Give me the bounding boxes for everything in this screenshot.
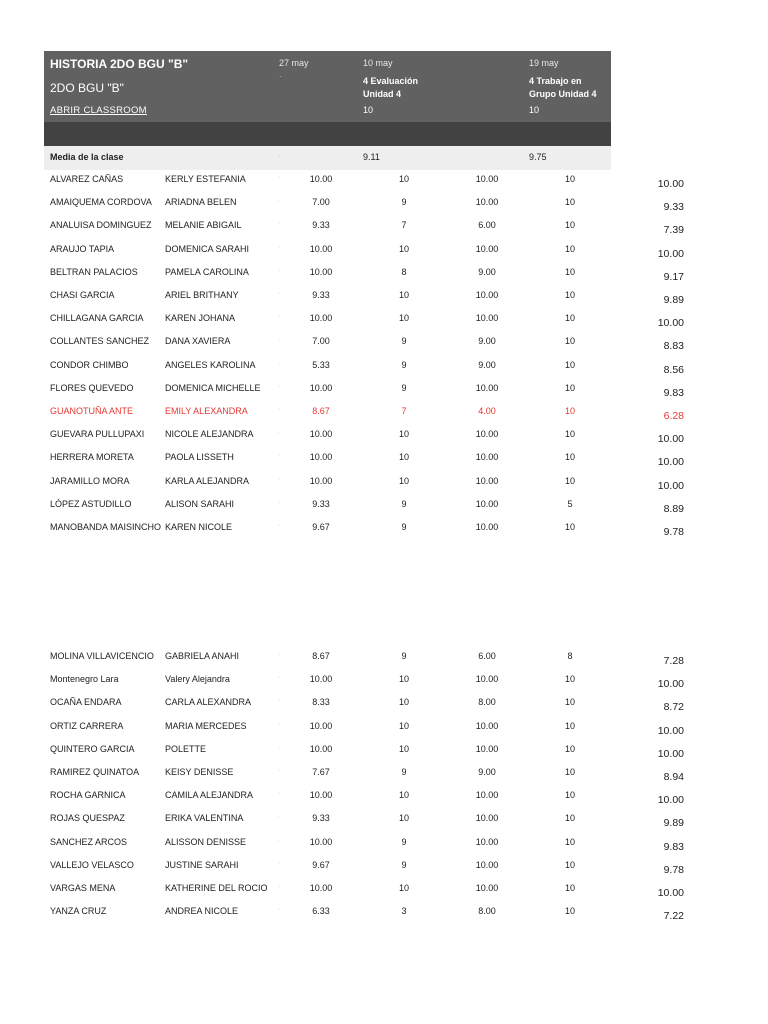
student-first-name: DOMENICA SARAHI [165,243,250,254]
student-total: 9.89 [663,294,684,306]
table-row[interactable] [0,174,768,194]
grade-trabajo[interactable]: 10 [564,697,575,708]
empty-cell-marker: · [278,359,281,367]
grade-percent: 9.00 [478,359,496,370]
grade-percent: 10.00 [475,174,499,184]
grade-percent: 10.00 [475,429,499,440]
grade-trabajo[interactable]: 10 [564,522,575,532]
table-row[interactable] [0,476,768,496]
student-first-name: GABRIELA ANAHI [165,651,240,661]
student-last-name: OCAÑA ENDARA [50,697,122,708]
empty-cell-marker: · [278,522,281,529]
student-total: 10.00 [657,178,684,190]
table-row[interactable] [0,336,768,356]
table-row[interactable] [0,313,768,333]
empty-cell-marker: · [278,429,281,437]
student-average: 8.33 [312,697,330,708]
grade-percent: 8.00 [478,697,496,708]
grade-evaluacion[interactable]: 10 [398,813,409,824]
grade-trabajo[interactable]: 10 [564,429,575,440]
student-last-name: HERRERA MORETA [50,452,134,463]
student-last-name: BELTRAN PALACIOS [50,266,138,277]
empty-cell-marker: · [278,859,281,867]
student-total: 9.33 [663,201,684,214]
grade-trabajo[interactable]: 10 [564,906,575,917]
grade-percent: 10.00 [475,790,499,801]
student-total: 9.17 [663,270,684,283]
grade-trabajo[interactable]: 10 [564,743,575,754]
grade-trabajo[interactable]: 10 [564,243,575,254]
student-average: 10.00 [309,429,333,440]
grade-evaluacion[interactable]: 9 [401,651,407,661]
grade-evaluacion[interactable]: 9 [401,382,407,393]
grade-percent: 6.00 [478,220,496,231]
empty-cell-marker: · [278,475,281,483]
student-first-name: EMILY ALEXANDRA [165,406,248,416]
student-last-name: CONDOR CHIMBO [50,359,129,370]
student-total: 9.83 [663,840,684,853]
student-average: 8.67 [312,651,330,661]
student-average: 10.00 [309,743,333,754]
grade-trabajo[interactable]: 10 [564,813,575,824]
student-total: 9.83 [663,386,684,399]
student-first-name: CAMILA ALEJANDRA [165,790,254,801]
table-row[interactable] [0,790,768,810]
empty-cell-marker: · [278,906,281,914]
student-last-name: ALVAREZ CAÑAS [50,174,124,184]
empty-cell-marker: · [278,674,281,682]
grade-trabajo[interactable]: 10 [564,290,575,300]
student-total: 10.00 [657,247,684,260]
assignment-date-2[interactable]: 10 may [363,58,393,68]
grade-percent: 10.00 [475,382,499,393]
grade-trabajo[interactable]: 10 [564,266,575,277]
student-total: 10.00 [657,317,684,330]
student-last-name: ARAUJO TAPIA [50,243,115,254]
empty-cell-marker: · [278,174,281,181]
empty-cell-marker: · [278,290,281,297]
table-row[interactable] [0,452,768,472]
student-first-name: ANGELES KAROLINA [165,359,256,370]
grade-trabajo[interactable]: 10 [564,790,575,801]
table-row[interactable] [0,883,768,903]
student-last-name: COLLANTES SANCHEZ [50,336,150,347]
table-row[interactable] [0,499,768,519]
student-last-name: RAMIREZ QUINATOA [50,767,140,777]
grade-percent: 10.00 [475,197,499,208]
student-average: 10.00 [309,243,333,254]
student-average: 10.00 [309,790,333,801]
student-total: 10.00 [657,794,684,807]
grade-percent: 9.00 [478,266,496,277]
grade-trabajo[interactable]: 10 [564,220,575,231]
empty-cell-marker: · [278,697,281,705]
student-total: 10.00 [657,887,684,899]
class-average-placeholder: · [278,152,281,161]
table-row[interactable] [0,220,768,240]
student-first-name: CARLA ALEXANDRA [165,697,252,708]
grade-percent: 10.00 [475,290,499,300]
empty-cell-marker: · [278,220,281,228]
student-average: 10.00 [309,883,333,893]
course-subtitle: 2DO BGU "B" [50,81,124,95]
grade-trabajo[interactable]: 10 [564,475,575,486]
grade-evaluacion[interactable]: 10 [398,429,409,440]
student-last-name: VARGAS MENA [50,883,116,893]
grade-evaluacion[interactable]: 9 [401,359,407,370]
student-total: 9.89 [663,817,684,830]
table-row[interactable] [0,429,768,449]
grade-trabajo[interactable]: 10 [564,836,575,847]
student-average: 10.00 [309,452,333,463]
student-last-name: GUANOTUÑA ANTE [50,406,134,416]
student-total: 9.78 [663,526,684,538]
student-average: 10.00 [309,313,333,324]
grade-trabajo[interactable]: 10 [564,767,575,777]
grade-trabajo[interactable]: 8 [567,651,573,661]
student-first-name: KATHERINE DEL ROCIO [165,883,268,893]
grade-trabajo[interactable]: 10 [564,406,575,416]
student-first-name: MARIA MERCEDES [165,720,247,731]
assignment-name-3[interactable]: 4 Trabajo en Grupo Unidad 4 [529,76,597,99]
grade-evaluacion[interactable]: 10 [398,674,409,685]
grade-percent: 10.00 [475,475,499,486]
table-row[interactable] [0,360,768,380]
grade-evaluacion[interactable]: 9 [401,336,407,347]
grade-percent: 10.00 [475,452,499,463]
student-first-name: ERIKA VALENTINA [165,813,244,824]
student-last-name: Montenegro Lara [50,674,119,685]
grade-trabajo[interactable]: 10 [564,720,575,731]
grade-evaluacion[interactable]: 10 [398,174,409,184]
student-first-name: ARIADNA BELEN [165,197,237,208]
student-first-name: Valery Alejandra [165,674,230,685]
student-first-name: PAMELA CAROLINA [165,266,249,277]
student-last-name: ROCHA GARNICA [50,790,126,801]
grade-percent: 10.00 [475,522,499,532]
grade-trabajo[interactable]: 10 [564,382,575,393]
student-average: 10.00 [309,475,333,486]
empty-cell-marker: · [278,767,281,774]
class-average-value-2: 9.11 [363,152,380,162]
grade-evaluacion[interactable]: 10 [398,883,409,893]
student-total: 10.00 [657,456,684,469]
student-first-name: MELANIE ABIGAIL [165,220,242,231]
student-average: 9.67 [312,859,330,870]
assignment-name-2[interactable]: 4 Evaluación Unidad 4 [363,76,419,99]
empty-cell-marker: · [278,406,281,413]
student-last-name: JARAMILLO MORA [50,475,130,486]
grade-percent: 10.00 [475,859,499,870]
student-first-name: KEISY DENISSE [165,767,234,777]
grade-trabajo[interactable]: 10 [564,197,575,208]
open-classroom-link[interactable]: ABRIR CLASSROOM [50,105,147,116]
student-last-name: GUEVARA PULLUPAXI [50,429,145,440]
student-last-name: QUINTERO GARCIA [50,743,135,754]
student-first-name: PAOLA LISSETH [165,452,234,463]
assignment-max-3: 10 [529,105,540,115]
student-average: 9.33 [312,498,330,509]
student-total: 7.28 [663,655,684,667]
empty-cell-marker: · [278,883,281,890]
grade-percent: 10.00 [475,743,499,754]
empty-cell-marker: · [278,790,281,798]
student-average: 9.67 [312,522,330,532]
table-row[interactable] [0,721,768,741]
empty-cell-marker: · [278,651,281,658]
student-average: 9.33 [312,290,330,300]
table-row[interactable] [0,383,768,403]
student-last-name: SANCHEZ ARCOS [50,836,128,847]
student-total: 10.00 [657,747,684,760]
student-first-name: ANDREA NICOLE [165,906,239,917]
student-average: 10.00 [309,382,333,393]
grade-evaluacion[interactable]: 7 [401,406,407,416]
empty-cell-marker: · [278,336,281,344]
grade-trabajo[interactable]: 5 [567,498,573,509]
table-row[interactable] [0,267,768,287]
empty-cell-marker: · [278,720,281,728]
grade-evaluacion[interactable]: 10 [398,243,409,254]
student-last-name: MANOBANDA MAISINCHO [50,522,162,532]
student-first-name: DANA XAVIERA [165,336,231,347]
student-average: 10.00 [309,720,333,731]
student-last-name: VALLEJO VELASCO [50,859,134,870]
student-last-name: AMAIQUEMA CORDOVA [50,197,152,208]
grade-evaluacion[interactable]: 10 [398,790,409,801]
empty-cell-marker: · [278,743,281,751]
student-last-name: CHILLAGANA GARCIA [50,313,144,324]
grade-percent: 9.00 [478,767,496,777]
student-average: 10.00 [309,174,333,184]
grade-percent: 10.00 [475,883,499,893]
student-first-name: KAREN NICOLE [165,522,233,532]
grade-evaluacion[interactable]: 10 [398,697,409,708]
grade-evaluacion[interactable]: 9 [401,498,407,509]
empty-cell-marker: · [278,243,281,251]
student-total: 7.39 [663,224,684,237]
grade-evaluacion[interactable]: 9 [401,836,407,847]
course-title: HISTORIA 2DO BGU "B" [50,57,189,71]
table-row[interactable] [0,290,768,310]
grade-evaluacion[interactable]: 9 [401,859,407,870]
grade-percent: 9.00 [478,336,496,347]
student-first-name: KAREN JOHANA [165,313,236,324]
student-average: 8.67 [312,406,330,416]
student-average: 5.33 [312,359,330,370]
assignment-date-3[interactable]: 19 may [529,58,559,68]
table-row[interactable] [0,244,768,264]
grade-evaluacion[interactable]: 10 [398,475,409,486]
table-row[interactable] [0,813,768,833]
grade-trabajo[interactable]: 10 [564,174,575,184]
assignment-placeholder-1: · [279,72,282,81]
student-total: 7.22 [663,910,684,923]
empty-cell-marker: · [278,382,281,390]
empty-cell-marker: · [278,498,281,506]
grade-percent: 4.00 [478,406,496,416]
grade-evaluacion[interactable]: 9 [401,522,407,532]
table-row[interactable] [0,906,768,926]
table-row[interactable] [0,767,768,787]
grade-percent: 10.00 [475,243,499,254]
grade-percent: 10.00 [475,674,499,685]
grade-percent: 10.00 [475,313,499,324]
student-average: 10.00 [309,674,333,685]
student-total: 9.78 [663,863,684,876]
student-last-name: ROJAS QUESPAZ [50,813,125,824]
student-first-name: ALISON SARAHI [165,498,235,509]
empty-cell-marker: · [278,313,281,321]
grade-evaluacion[interactable]: 7 [401,220,407,231]
grade-evaluacion[interactable]: 9 [401,767,407,777]
assignment-date-1[interactable]: 27 may [279,58,309,68]
grade-evaluacion[interactable]: 10 [398,743,409,754]
student-first-name: JUSTINE SARAHI [165,859,239,870]
student-average: 10.00 [309,266,333,277]
student-average: 9.33 [312,220,330,231]
grade-trabajo[interactable]: 10 [564,359,575,370]
student-average: 6.33 [312,906,330,917]
empty-cell-marker: · [278,836,281,844]
student-average: 9.33 [312,813,330,824]
student-average: 7.67 [312,767,330,777]
table-row[interactable] [0,522,768,542]
grade-evaluacion[interactable]: 9 [401,197,407,208]
grade-percent: 10.00 [475,720,499,731]
grade-percent: 10.00 [475,498,499,509]
student-first-name: ARIEL BRITHANY [165,290,239,300]
student-total: 6.28 [663,410,684,422]
grade-trabajo[interactable]: 10 [564,313,575,324]
student-total: 8.83 [663,340,684,353]
student-total: 10.00 [657,724,684,737]
student-average: 7.00 [312,336,330,347]
table-row[interactable] [0,674,768,694]
table-row[interactable] [0,837,768,857]
class-average-value-3: 9.75 [529,152,547,162]
class-average-label: Media de la clase [50,152,124,162]
student-first-name: KERLY ESTEFANIA [165,174,246,184]
student-first-name: NICOLE ALEJANDRA [165,429,254,440]
student-total: 10.00 [657,479,684,492]
table-row[interactable] [0,651,768,671]
student-first-name: POLETTE [165,743,207,754]
table-row[interactable] [0,860,768,880]
grade-evaluacion[interactable]: 10 [398,720,409,731]
table-row[interactable] [0,406,768,426]
grade-percent: 10.00 [475,813,499,824]
student-last-name: ANALUISA DOMINGUEZ [50,220,152,231]
student-last-name: CHASI GARCIA [50,290,115,300]
student-total: 8.94 [663,771,684,783]
student-total: 8.56 [663,363,684,376]
table-row[interactable] [0,197,768,217]
grade-percent: 8.00 [478,906,496,917]
grade-trabajo[interactable]: 10 [564,674,575,685]
student-last-name: MOLINA VILLAVICENCIO [50,651,154,661]
student-first-name: DOMENICA MICHELLE [165,382,261,393]
grade-trabajo[interactable]: 10 [564,883,575,893]
grade-percent: 10.00 [475,836,499,847]
student-total: 10.00 [657,433,684,446]
student-average: 10.00 [309,836,333,847]
grade-evaluacion[interactable]: 10 [398,452,409,463]
grade-evaluacion[interactable]: 10 [398,290,409,300]
student-first-name: KARLA ALEJANDRA [165,475,250,486]
table-row[interactable] [0,697,768,717]
grade-trabajo[interactable]: 10 [564,336,575,347]
assignment-max-2: 10 [363,105,374,115]
empty-cell-marker: · [278,813,281,821]
grade-evaluacion[interactable]: 8 [401,266,407,277]
grade-evaluacion[interactable]: 3 [401,906,407,917]
student-last-name: YANZA CRUZ [50,906,107,917]
student-total: 10.00 [657,678,684,691]
grade-trabajo[interactable]: 10 [564,859,575,870]
student-first-name: ALISSON DENISSE [165,836,247,847]
empty-cell-marker: · [278,452,281,460]
grade-percent: 6.00 [478,651,496,661]
student-total: 8.72 [663,701,684,714]
student-average: 7.00 [312,197,330,208]
student-last-name: LÓPEZ ASTUDILLO [50,498,132,509]
empty-cell-marker: · [278,197,281,205]
student-total: 8.89 [663,502,684,515]
grade-trabajo[interactable]: 10 [564,452,575,463]
empty-cell-marker: · [278,266,281,274]
student-last-name: FLORES QUEVEDO [50,382,134,393]
table-row[interactable] [0,744,768,764]
grade-evaluacion[interactable]: 10 [398,313,409,324]
student-last-name: ORTIZ CARRERA [50,720,124,731]
